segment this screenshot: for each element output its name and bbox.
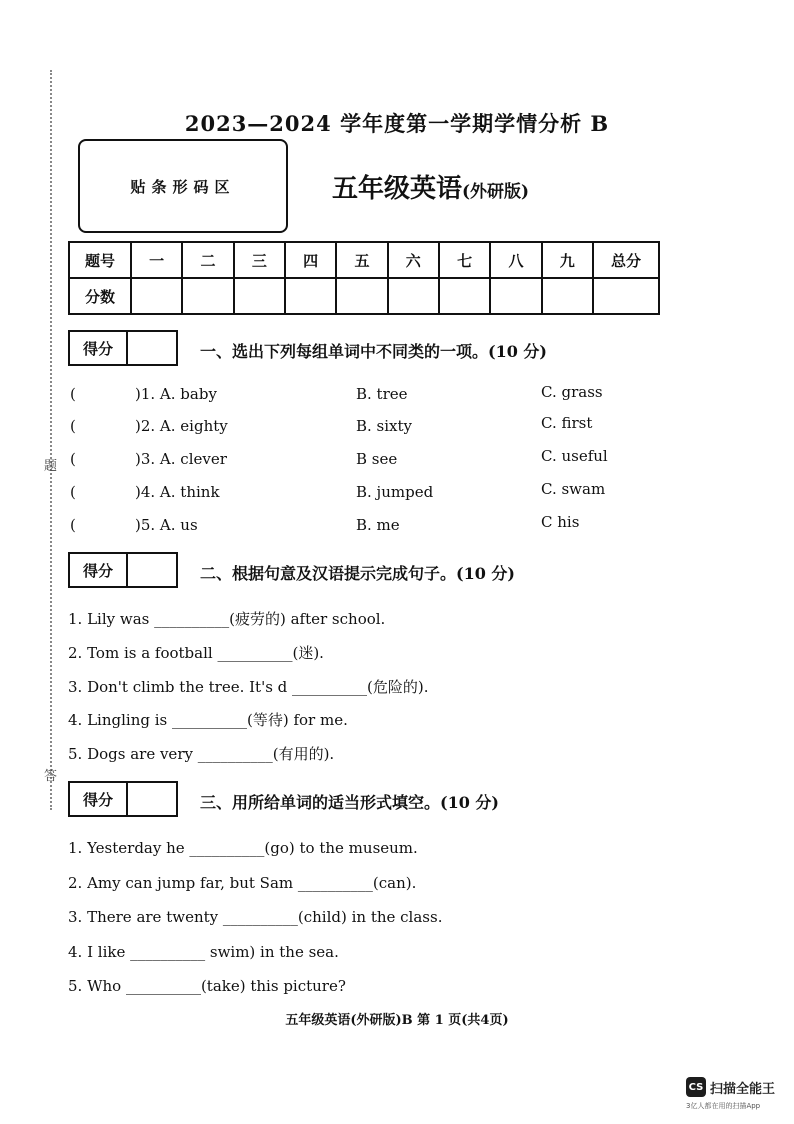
- margin-mark-ti: 题: [44, 459, 58, 474]
- score-header-cell: 九: [542, 242, 593, 278]
- binding-dotted-line: [50, 70, 52, 810]
- q5-paren[interactable]: (: [70, 516, 76, 534]
- score-header-cell: 题号: [69, 242, 131, 278]
- subtitle-main: 五年级英语: [332, 174, 463, 204]
- exam-title: 2023—2024 学年度第一学期学情分析 B: [184, 111, 610, 136]
- score-box-label: 得分: [70, 554, 128, 586]
- q3-option-b: B see: [356, 450, 398, 468]
- camscanner-logo-icon: CS: [686, 1077, 706, 1097]
- score-box-label: 得分: [70, 783, 128, 815]
- q5-option-a: )5. A. us: [135, 516, 198, 534]
- score-table: [68, 241, 660, 315]
- q4-paren[interactable]: (: [70, 483, 76, 501]
- q2-paren[interactable]: (: [70, 417, 76, 435]
- score-header-cell: 七: [439, 242, 490, 278]
- section3-question: 4. I like __________ swim) in the sea.: [68, 943, 339, 961]
- q4-option-b: B. jumped: [356, 483, 434, 501]
- section2-question: 2. Tom is a football __________(迷).: [68, 644, 324, 662]
- score-cell[interactable]: [131, 278, 182, 314]
- score-header-cell: 一: [131, 242, 182, 278]
- q1-paren[interactable]: (: [70, 385, 76, 403]
- section2-title: 二、根据句意及汉语提示完成句子。(10 分): [200, 564, 515, 583]
- section3-score-box: [68, 781, 178, 817]
- score-table-header-row: [69, 242, 659, 278]
- section1-score-box: [68, 330, 178, 366]
- q2-option-a: )2. A. eighty: [135, 417, 228, 435]
- score-header-cell: 三: [234, 242, 285, 278]
- score-header-cell: 八: [490, 242, 541, 278]
- q2-option-c: C. first: [541, 414, 593, 432]
- score-header-cell: 六: [388, 242, 439, 278]
- q3-option-a: )3. A. clever: [135, 450, 227, 468]
- section3-title: 三、用所给单词的适当形式填空。(10 分): [200, 793, 499, 812]
- q3-option-c: C. useful: [541, 447, 608, 465]
- score-cell[interactable]: [439, 278, 490, 314]
- q4-option-a: )4. A. think: [135, 483, 220, 501]
- score-box-blank[interactable]: [128, 783, 176, 815]
- exam-subtitle: [332, 168, 529, 205]
- score-row-label: 分数: [69, 278, 131, 314]
- score-header-cell: 四: [285, 242, 336, 278]
- section2-question: 5. Dogs are very __________(有用的).: [68, 745, 335, 763]
- score-table-score-row: [69, 278, 659, 314]
- score-box-label: 得分: [70, 332, 128, 364]
- score-cell[interactable]: [490, 278, 541, 314]
- section3-question: 2. Amy can jump far, but Sam __________(can).: [68, 874, 417, 892]
- q2-option-b: B. sixty: [356, 417, 413, 435]
- q1-option-a: )1. A. baby: [135, 385, 217, 403]
- q1-option-c: C. grass: [541, 383, 603, 401]
- score-cell[interactable]: [234, 278, 285, 314]
- q3-paren[interactable]: (: [70, 450, 76, 468]
- q5-option-c: C his: [541, 513, 580, 531]
- section2-question: 1. Lily was __________(疲劳的) after school.: [68, 610, 386, 628]
- score-cell[interactable]: [285, 278, 336, 314]
- section1-title: 一、选出下列每组单词中不同类的一项。(10 分): [200, 342, 547, 361]
- subtitle-edition: (外研版): [462, 182, 530, 202]
- q4-option-c: C. swam: [541, 480, 606, 498]
- score-cell[interactable]: [388, 278, 439, 314]
- margin-mark-da: 答: [44, 769, 58, 784]
- score-header-cell: 总分: [593, 242, 659, 278]
- score-header-cell: 五: [336, 242, 387, 278]
- barcode-area-label: 贴条形码区: [130, 177, 236, 196]
- score-cell[interactable]: [336, 278, 387, 314]
- camscanner-tagline: 3亿人都在用的扫描App: [686, 1102, 761, 1110]
- score-header-cell: 二: [182, 242, 233, 278]
- page-footer: 五年级英语(外研版)B 第 1 页(共4页): [285, 1013, 509, 1028]
- section3-question: 3. There are twenty __________(child) in the class.: [68, 908, 443, 926]
- q1-option-b: B. tree: [356, 385, 408, 403]
- section3-question: 1. Yesterday he __________(go) to the museum.: [68, 839, 418, 857]
- section2-question: 3. Don't climb the tree. It's d __________(危险的).: [68, 678, 429, 696]
- score-box-blank[interactable]: [128, 554, 176, 586]
- score-cell[interactable]: [182, 278, 233, 314]
- score-box-blank[interactable]: [128, 332, 176, 364]
- q5-option-b: B. me: [356, 516, 400, 534]
- section2-question: 4. Lingling is __________(等待) for me.: [68, 711, 348, 729]
- camscanner-name: 扫描全能王: [710, 1082, 776, 1097]
- section3-question: 5. Who __________(take) this picture?: [68, 977, 346, 995]
- score-cell[interactable]: [593, 278, 659, 314]
- barcode-area: [78, 139, 288, 233]
- score-cell[interactable]: [542, 278, 593, 314]
- section2-score-box: [68, 552, 178, 588]
